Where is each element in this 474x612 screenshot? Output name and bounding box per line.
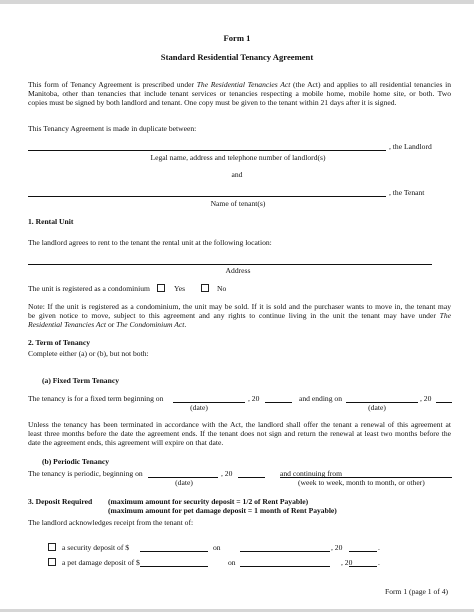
form-title: Standard Residential Tenancy Agreement — [160, 52, 314, 62]
fixed-end-date-caption: (date) — [368, 403, 386, 412]
and-word: and — [231, 170, 243, 179]
security-year-line[interactable] — [349, 551, 377, 552]
form-number: Form 1 — [223, 33, 251, 43]
landlord-name-line[interactable] — [28, 150, 386, 151]
landlord-caption: Legal name, address and telephone number of landlord(s) — [150, 153, 326, 162]
periodic-year-prefix: , 20 — [221, 469, 233, 478]
fixed-term-text: The tenancy is for a fixed term beginning on — [28, 394, 164, 403]
pet-year-line[interactable] — [349, 566, 377, 567]
security-on-word: on — [213, 543, 221, 552]
tenant-suffix: , the Tenant — [389, 188, 425, 197]
tenant-caption: Name of tenant(s) — [210, 199, 266, 208]
viewer-top-edge — [0, 0, 474, 4]
security-year-prefix: , 20 — [331, 543, 343, 552]
condo-no-checkbox[interactable] — [201, 284, 209, 292]
fixed-term-heading: (a) Fixed Term Tenancy — [42, 376, 119, 385]
pet-date-line[interactable] — [240, 566, 330, 567]
security-period: . — [378, 543, 380, 552]
intro-line-1: This form of Tenancy Agreement is prescribed under The Residential Tenancies Act (the Act) and applies to all residential tenancies in — [28, 80, 451, 89]
deposit-heading: 3. Deposit Required — [28, 497, 93, 506]
pet-period: . — [378, 558, 380, 567]
condo-yes-label: Yes — [174, 284, 186, 293]
security-deposit-label: a security deposit of $ — [62, 543, 130, 552]
fixed-start-year-line[interactable] — [265, 402, 292, 403]
rental-unit-heading: 1. Rental Unit — [28, 217, 74, 226]
security-amount-line[interactable] — [140, 551, 208, 552]
condo-yes-checkbox[interactable] — [157, 284, 165, 292]
deposit-max-security: (maximum amount for security deposit = 1/2 of Rent Payable) — [108, 497, 309, 506]
term-instruction: Complete either (a) or (b), but not both: — [28, 349, 149, 358]
landlord-suffix: , the Landlord — [389, 142, 432, 151]
security-date-line[interactable] — [240, 551, 330, 552]
pet-year-prefix: , 20 — [341, 558, 353, 567]
fixed-start-date-caption: (date) — [190, 403, 208, 412]
periodic-date-caption: (date) — [175, 478, 193, 487]
periodic-year-line[interactable] — [238, 477, 265, 478]
pet-on-word: on — [228, 558, 236, 567]
periodic-heading: (b) Periodic Tenancy — [42, 457, 110, 466]
pet-amount-line[interactable] — [140, 566, 208, 567]
tenant-name-line[interactable] — [28, 196, 386, 197]
condo-note-line-2: be given notice to move, subject to this agreement and any rights to continue living in the unit the tenant may have under The — [28, 311, 451, 320]
address-line[interactable] — [28, 264, 432, 265]
renewal-line-3: date the agreement ends, this agreement will expire on that date. — [28, 438, 224, 447]
period-type-caption: (week to week, month to month, or other) — [298, 478, 425, 487]
condo-question: The unit is registered as a condominium — [28, 284, 150, 293]
fixed-end-year-prefix: , 20 — [420, 394, 432, 403]
address-caption: Address — [225, 266, 251, 275]
and-ending-on: and ending on — [299, 394, 343, 403]
pet-deposit-checkbox[interactable] — [48, 558, 56, 566]
renewal-line-2: least three months before the date the agreement ends. If the tenant does not sign and return the renewal at least two months before the — [28, 429, 451, 438]
renewal-line-1: Unless the tenancy has been terminated in accordance with the Act, the landlord shall offer the tenant a renewal of this agreement at — [28, 420, 451, 429]
page-footer: Form 1 (page 1 of 4) — [385, 587, 449, 596]
term-heading: 2. Term of Tenancy — [28, 338, 91, 347]
deposit-acknowledge: The landlord acknowledges receipt from the tenant of: — [28, 518, 194, 527]
intro-line-2: Manitoba, other than tenancies that include tenant services or tenancies respecting a mobile home, mobile home site, or both. Two — [28, 89, 451, 98]
deposit-max-pet: (maximum amount for pet damage deposit = 1 month of Rent Payable) — [108, 506, 337, 515]
fixed-end-year-line[interactable] — [436, 402, 452, 403]
condo-no-label: No — [217, 284, 227, 293]
periodic-text: The tenancy is periodic, beginning on — [28, 469, 143, 478]
fixed-start-year-prefix: , 20 — [248, 394, 260, 403]
intro-line-3: copies must be signed by both landlord and tenant. One copy must be given to the tenant within 21 days after it is signed. — [28, 98, 397, 107]
continuing-from: and continuing from — [280, 469, 343, 478]
condo-note-line-3: Residential Tenancies Act or The Condominium Act. — [28, 320, 187, 329]
security-deposit-checkbox[interactable] — [48, 543, 56, 551]
pet-deposit-label: a pet damage deposit of $ — [62, 558, 140, 567]
condo-note-line-1: Note: If the unit is registered as a condominium, the unit may be sold. If it is sold and the purchaser wants to move in, the tenant may — [28, 302, 451, 311]
duplicate-statement: This Tenancy Agreement is made in duplicate between: — [28, 124, 197, 133]
rental-unit-text: The landlord agrees to rent to the tenant the rental unit at the following location: — [28, 238, 272, 247]
